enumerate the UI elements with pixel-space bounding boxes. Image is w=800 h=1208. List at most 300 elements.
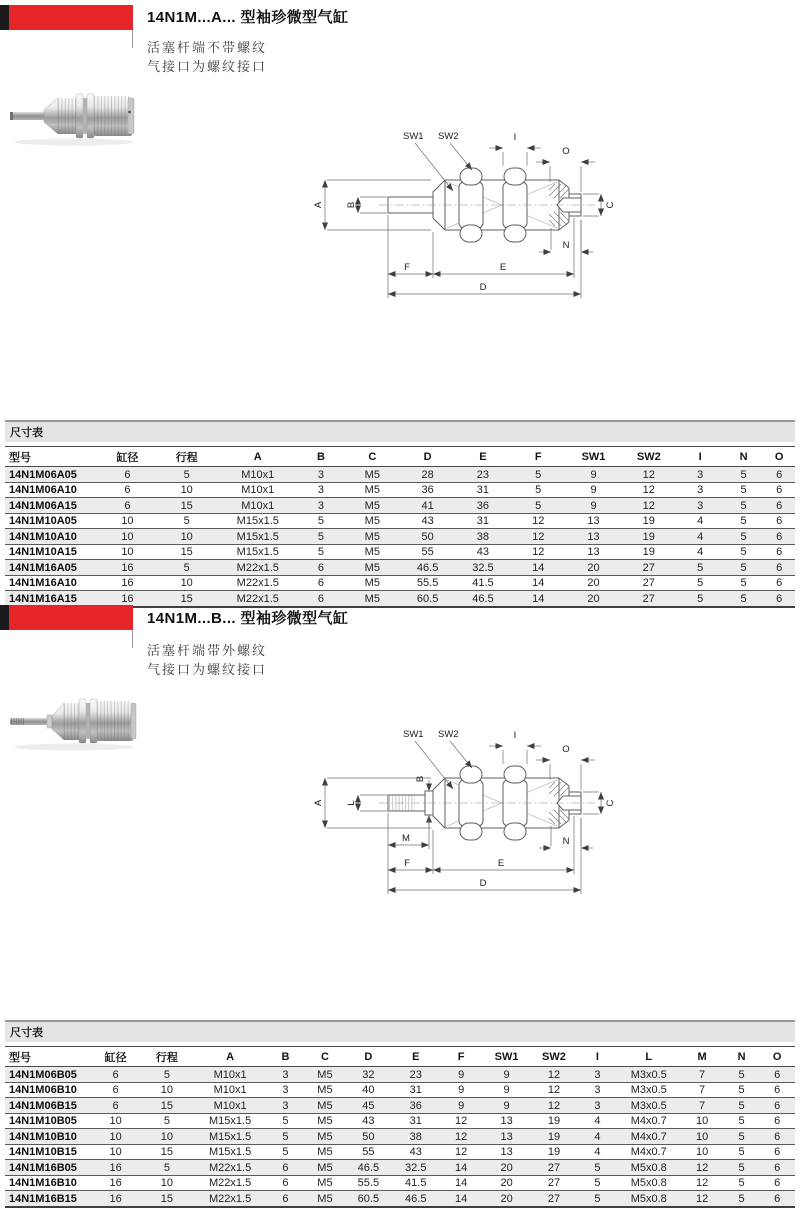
value-cell: 5 [511, 467, 566, 483]
value-cell: M5 [305, 1113, 345, 1129]
value-cell: 14 [511, 560, 566, 576]
column-header: O [759, 1047, 795, 1067]
value-cell: 5 [266, 1113, 306, 1129]
value-cell: 5 [724, 1175, 760, 1191]
product-photo-a [8, 85, 140, 147]
dim-label-l: L [346, 800, 357, 806]
value-cell: M5 [345, 467, 400, 483]
value-cell: 32 [345, 1067, 392, 1083]
value-cell: 14 [511, 591, 566, 607]
value-cell: M5 [305, 1129, 345, 1145]
value-cell: 5 [724, 1067, 760, 1083]
value-cell: 3 [266, 1067, 306, 1083]
value-cell: 16 [100, 560, 155, 576]
value-cell: 31 [455, 513, 510, 529]
value-cell: M3x0.5 [617, 1067, 680, 1083]
table-row [5, 1191, 795, 1207]
value-cell: 6 [763, 513, 795, 529]
value-cell: 23 [392, 1067, 439, 1083]
product-photo-b [8, 690, 140, 752]
photo-shadow [14, 744, 134, 751]
value-cell: 41 [400, 498, 455, 514]
dim-label-c: C [605, 799, 616, 807]
lock-nut-1 [76, 94, 83, 138]
value-cell: 27 [621, 575, 676, 591]
dim-label-d: D [479, 878, 487, 889]
value-cell: 5 [297, 513, 344, 529]
value-cell: 31 [455, 482, 510, 498]
dim-label-sw1: SW1 [403, 131, 424, 142]
port-hole [128, 111, 131, 114]
value-cell: M10x1 [218, 467, 297, 483]
value-cell: 3 [297, 467, 344, 483]
column-header: B [266, 1047, 306, 1067]
value-cell: 9 [483, 1098, 530, 1114]
value-cell: M5x0.8 [617, 1175, 680, 1191]
piston-rod [10, 112, 44, 120]
value-cell: 19 [530, 1129, 577, 1145]
dim-label-m: M [402, 833, 410, 844]
value-cell: 6 [100, 467, 155, 483]
value-cell: 36 [392, 1098, 439, 1114]
table-row [5, 467, 795, 483]
model-cell: 14N1M06B05 [5, 1067, 92, 1083]
value-cell: 38 [392, 1129, 439, 1145]
model-cell: 14N1M16B05 [5, 1160, 92, 1176]
value-cell: 15 [155, 591, 218, 607]
value-cell: 10 [139, 1129, 194, 1145]
table-row [5, 513, 795, 529]
value-cell: 3 [297, 482, 344, 498]
value-cell: 32.5 [392, 1160, 439, 1176]
value-cell: 5 [724, 575, 764, 591]
value-cell: M3x0.5 [617, 1098, 680, 1114]
value-cell: M5x0.8 [617, 1191, 680, 1207]
value-cell: 20 [483, 1191, 530, 1207]
column-header: B [297, 447, 344, 467]
value-cell: 10 [92, 1129, 139, 1145]
value-cell: 7 [680, 1067, 723, 1083]
value-cell: 9 [439, 1082, 482, 1098]
dim-label-b: B [346, 201, 357, 209]
value-cell: 6 [763, 560, 795, 576]
value-cell: 12 [680, 1191, 723, 1207]
value-cell: 5 [724, 1144, 760, 1160]
value-cell: 19 [621, 529, 676, 545]
dim-label-c: C [605, 201, 616, 209]
value-cell: 5 [724, 560, 764, 576]
value-cell: 6 [759, 1175, 795, 1191]
section-a-desc-2: 气接口为螺纹接口 [147, 59, 268, 74]
value-cell: 60.5 [345, 1191, 392, 1207]
value-cell: 28 [400, 467, 455, 483]
dim-label-i: I [513, 730, 517, 741]
dim-label-sw2: SW2 [438, 729, 459, 740]
value-cell: 10 [100, 529, 155, 545]
value-cell: 6 [759, 1067, 795, 1083]
value-cell: 40 [345, 1082, 392, 1098]
value-cell: 15 [139, 1191, 194, 1207]
column-header: N [724, 447, 764, 467]
value-cell: 5 [155, 560, 218, 576]
value-cell: 12 [511, 544, 566, 560]
value-cell: 6 [763, 591, 795, 607]
dim-label-n: N [562, 836, 570, 847]
value-cell: 16 [92, 1191, 139, 1207]
model-cell: 14N1M16A05 [5, 560, 100, 576]
value-cell: 12 [680, 1160, 723, 1176]
value-cell: 5 [724, 1113, 760, 1129]
value-cell: 14 [439, 1191, 482, 1207]
value-cell: M5x0.8 [617, 1160, 680, 1176]
table-row [5, 1129, 795, 1145]
column-header: SW1 [483, 1047, 530, 1067]
table-row [5, 1160, 795, 1176]
rear-cap [128, 98, 134, 134]
value-cell: 45 [345, 1098, 392, 1114]
value-cell: 50 [345, 1129, 392, 1145]
value-cell: 9 [439, 1067, 482, 1083]
column-header: O [763, 447, 795, 467]
table-a-caption: 尺寸表 [5, 420, 795, 442]
value-cell: 5 [724, 1098, 760, 1114]
table-row [5, 498, 795, 514]
value-cell: 6 [92, 1098, 139, 1114]
value-cell: 12 [621, 467, 676, 483]
value-cell: 46.5 [455, 591, 510, 607]
dim-label-d: D [479, 282, 487, 293]
value-cell: 9 [483, 1067, 530, 1083]
table-row [5, 1067, 795, 1083]
value-cell: 3 [676, 498, 723, 514]
value-cell: 20 [566, 560, 621, 576]
value-cell: 16 [100, 575, 155, 591]
table-a [5, 446, 795, 608]
column-header: C [345, 447, 400, 467]
value-cell: M15x1.5 [195, 1113, 266, 1129]
value-cell: M10x1 [195, 1067, 266, 1083]
value-cell: 3 [578, 1098, 618, 1114]
section-a-desc-1: 活塞杆端不带螺纹 [147, 40, 268, 55]
value-cell: 10 [139, 1082, 194, 1098]
value-cell: 6 [266, 1160, 306, 1176]
model-cell: 14N1M06A05 [5, 467, 100, 483]
value-cell: 12 [530, 1067, 577, 1083]
value-cell: 20 [566, 575, 621, 591]
value-cell: 10 [155, 482, 218, 498]
dim-label-o: O [562, 744, 570, 755]
value-cell: 36 [455, 498, 510, 514]
value-cell: 4 [676, 529, 723, 545]
value-cell: 5 [578, 1160, 618, 1176]
value-cell: 46.5 [392, 1191, 439, 1207]
value-cell: 10 [680, 1113, 723, 1129]
front-cap [52, 703, 64, 740]
value-cell: 6 [100, 498, 155, 514]
table-row [5, 529, 795, 545]
value-cell: 6 [763, 529, 795, 545]
value-cell: 43 [392, 1144, 439, 1160]
value-cell: 5 [724, 591, 764, 607]
dim-label-b: B [415, 775, 426, 783]
value-cell: 43 [455, 544, 510, 560]
value-cell: M4x0.7 [617, 1144, 680, 1160]
value-cell: 9 [483, 1082, 530, 1098]
value-cell: 50 [400, 529, 455, 545]
table-b-caption: 尺寸表 [5, 1020, 795, 1042]
section-b-desc-2: 气接口为螺纹接口 [147, 662, 268, 677]
value-cell: 9 [566, 482, 621, 498]
value-cell: 19 [530, 1113, 577, 1129]
table-row [5, 1175, 795, 1191]
value-cell: 9 [566, 467, 621, 483]
value-cell: 15 [155, 498, 218, 514]
value-cell: 14 [439, 1160, 482, 1176]
value-cell: 6 [297, 591, 344, 607]
value-cell: M4x0.7 [617, 1113, 680, 1129]
dim-label-e: E [497, 858, 505, 869]
value-cell: 10 [155, 529, 218, 545]
value-cell: 10 [680, 1144, 723, 1160]
value-cell: 32.5 [455, 560, 510, 576]
value-cell: 27 [530, 1175, 577, 1191]
value-cell: 36 [400, 482, 455, 498]
value-cell: 6 [759, 1191, 795, 1207]
dim-label-a: A [313, 799, 324, 807]
value-cell: 13 [566, 544, 621, 560]
dimension-table-b [5, 1020, 795, 1208]
value-cell: 9 [439, 1098, 482, 1114]
dim-label-i: I [513, 132, 517, 143]
value-cell: 5 [578, 1175, 618, 1191]
value-cell: M5 [345, 482, 400, 498]
value-cell: 46.5 [400, 560, 455, 576]
red-bar [0, 5, 133, 30]
value-cell: 19 [530, 1144, 577, 1160]
dim-label-sw2: SW2 [438, 131, 459, 142]
column-header: F [511, 447, 566, 467]
column-header: I [676, 447, 723, 467]
red-bar [0, 605, 133, 630]
value-cell: 10 [680, 1129, 723, 1145]
value-cell: 55.5 [345, 1175, 392, 1191]
column-header: M [680, 1047, 723, 1067]
banner-black-stripe [0, 605, 9, 630]
column-header: A [195, 1047, 266, 1067]
column-header: SW1 [566, 447, 621, 467]
value-cell: 4 [578, 1144, 618, 1160]
value-cell: 3 [266, 1098, 306, 1114]
column-header: A [218, 447, 297, 467]
value-cell: 20 [566, 591, 621, 607]
column-header: 型号 [5, 1047, 92, 1067]
value-cell: M5 [305, 1098, 345, 1114]
value-cell: 6 [763, 467, 795, 483]
value-cell: 13 [566, 529, 621, 545]
table-row [5, 482, 795, 498]
value-cell: M15x1.5 [195, 1144, 266, 1160]
value-cell: 10 [92, 1144, 139, 1160]
model-cell: 14N1M10A05 [5, 513, 100, 529]
value-cell: M5 [345, 498, 400, 514]
value-cell: M22x1.5 [195, 1160, 266, 1176]
value-cell: 38 [455, 529, 510, 545]
column-header: D [345, 1047, 392, 1067]
value-cell: 31 [392, 1082, 439, 1098]
photo-shadow [14, 139, 134, 146]
value-cell: 43 [400, 513, 455, 529]
value-cell: 15 [155, 544, 218, 560]
value-cell: 5 [676, 575, 723, 591]
value-cell: 12 [530, 1082, 577, 1098]
dim-label-f: F [404, 858, 410, 869]
value-cell: 19 [621, 544, 676, 560]
value-cell: 5 [511, 482, 566, 498]
value-cell: 10 [139, 1175, 194, 1191]
value-cell: M22x1.5 [218, 591, 297, 607]
value-cell: 5 [676, 591, 723, 607]
value-cell: 6 [92, 1082, 139, 1098]
value-cell: 6 [763, 575, 795, 591]
model-cell: 14N1M10B15 [5, 1144, 92, 1160]
value-cell: 6 [266, 1175, 306, 1191]
dimension-table-a [5, 420, 795, 608]
value-cell: 27 [530, 1191, 577, 1207]
value-cell: 5 [578, 1191, 618, 1207]
table-row [5, 1113, 795, 1129]
rear-cap [131, 703, 136, 739]
dim-label-n: N [562, 240, 570, 251]
value-cell: 12 [439, 1113, 482, 1129]
value-cell: 55 [345, 1144, 392, 1160]
value-cell: 16 [100, 591, 155, 607]
value-cell: 3 [676, 467, 723, 483]
value-cell: 6 [297, 575, 344, 591]
header-row [5, 447, 795, 467]
value-cell: 3 [578, 1067, 618, 1083]
model-cell: 14N1M10A10 [5, 529, 100, 545]
value-cell: M5 [305, 1191, 345, 1207]
value-cell: M10x1 [218, 498, 297, 514]
value-cell: 16 [92, 1175, 139, 1191]
value-cell: M5 [345, 591, 400, 607]
column-header: F [439, 1047, 482, 1067]
value-cell: 27 [621, 560, 676, 576]
column-header: N [724, 1047, 760, 1067]
piston-rod-threaded [10, 718, 47, 725]
value-cell: 3 [676, 482, 723, 498]
value-cell: 5 [724, 1160, 760, 1176]
value-cell: 10 [100, 544, 155, 560]
value-cell: M5 [305, 1175, 345, 1191]
cylinder-body [94, 96, 132, 136]
dim-label-f: F [404, 262, 410, 273]
model-cell: 14N1M16B10 [5, 1175, 92, 1191]
column-header: SW2 [621, 447, 676, 467]
value-cell: 3 [578, 1082, 618, 1098]
column-header: 行程 [155, 447, 218, 467]
value-cell: 3 [297, 498, 344, 514]
value-cell: 55.5 [400, 575, 455, 591]
value-cell: 5 [266, 1129, 306, 1145]
value-cell: M5 [305, 1144, 345, 1160]
value-cell: 6 [297, 560, 344, 576]
value-cell: 6 [100, 482, 155, 498]
table-row [5, 560, 795, 576]
model-cell: 14N1M16A15 [5, 591, 100, 607]
value-cell: M15x1.5 [195, 1129, 266, 1145]
value-cell: 5 [297, 529, 344, 545]
value-cell: 13 [483, 1113, 530, 1129]
value-cell: 6 [759, 1144, 795, 1160]
value-cell: M15x1.5 [218, 544, 297, 560]
table-b [5, 1046, 795, 1208]
value-cell: 13 [483, 1144, 530, 1160]
value-cell: 5 [724, 529, 764, 545]
value-cell: 5 [676, 560, 723, 576]
table-row [5, 1098, 795, 1114]
model-cell: 14N1M16B15 [5, 1191, 92, 1207]
value-cell: 55 [400, 544, 455, 560]
value-cell: 5 [297, 544, 344, 560]
value-cell: 5 [724, 482, 764, 498]
model-cell: 14N1M10B05 [5, 1113, 92, 1129]
table-row [5, 544, 795, 560]
dim-label-sw1: SW1 [403, 729, 424, 740]
value-cell: 4 [578, 1113, 618, 1129]
value-cell: 5 [266, 1144, 306, 1160]
value-cell: M5 [345, 575, 400, 591]
model-cell: 14N1M10A15 [5, 544, 100, 560]
lock-nut-1 [79, 699, 86, 743]
column-header: 缸径 [100, 447, 155, 467]
column-header: 缸径 [92, 1047, 139, 1067]
value-cell: 9 [566, 498, 621, 514]
value-cell: 7 [680, 1082, 723, 1098]
value-cell: M15x1.5 [218, 513, 297, 529]
value-cell: M22x1.5 [195, 1175, 266, 1191]
value-cell: 13 [566, 513, 621, 529]
value-cell: 19 [621, 513, 676, 529]
value-cell: 3 [266, 1082, 306, 1098]
value-cell: 12 [439, 1129, 482, 1145]
value-cell: 4 [676, 513, 723, 529]
column-header: E [392, 1047, 439, 1067]
column-header: 行程 [139, 1047, 194, 1067]
value-cell: M10x1 [195, 1082, 266, 1098]
model-cell: 14N1M06A15 [5, 498, 100, 514]
rod-collar [47, 715, 52, 728]
model-cell: 14N1M16A10 [5, 575, 100, 591]
model-cell: 14N1M06B10 [5, 1082, 92, 1098]
value-cell: 20 [483, 1175, 530, 1191]
value-cell: 43 [345, 1113, 392, 1129]
value-cell: 6 [759, 1082, 795, 1098]
value-cell: M5 [305, 1067, 345, 1083]
section-b-title: 14N1M...B... 型袖珍微型气缸 [147, 610, 349, 627]
value-cell: M5 [345, 529, 400, 545]
value-cell: 5 [511, 498, 566, 514]
model-cell: 14N1M06B15 [5, 1098, 92, 1114]
value-cell: 6 [759, 1113, 795, 1129]
column-header: 型号 [5, 447, 100, 467]
value-cell: 6 [759, 1098, 795, 1114]
value-cell: 5 [724, 513, 764, 529]
value-cell: M5 [345, 513, 400, 529]
technical-drawing-a [303, 122, 648, 314]
value-cell: 5 [724, 544, 764, 560]
column-header: I [578, 1047, 618, 1067]
